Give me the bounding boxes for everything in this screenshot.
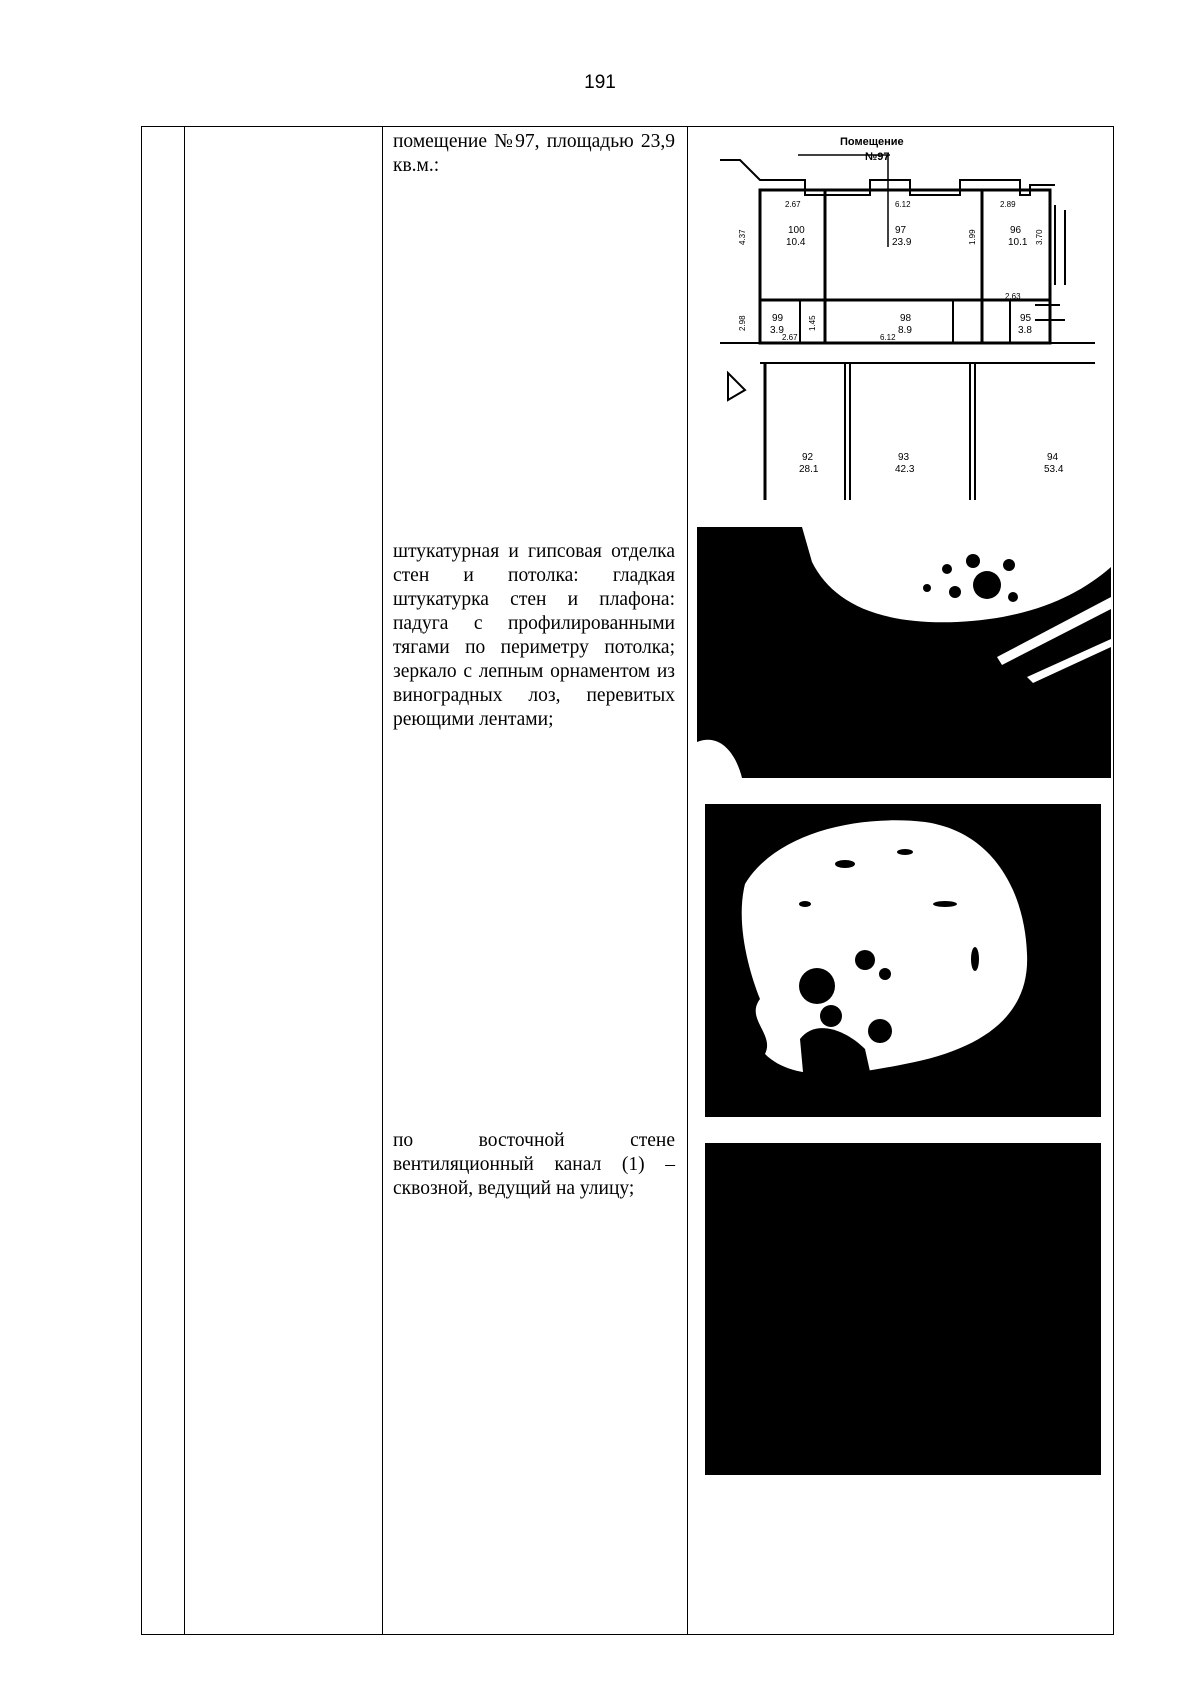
room-num-100: 100 [788,225,805,236]
ceiling-photo-1-image [697,527,1111,778]
ceiling-photo-2-image [705,804,1101,1117]
room-num-98: 98 [900,313,912,324]
dim-label: 6.12 [895,200,911,209]
dim-label: 2.89 [1000,200,1016,209]
dim-label: 2.67 [782,333,798,342]
room-area-100: 10.4 [786,237,806,248]
finish-description: штукатурная и гипсовая отделка стен и потолка: гладкая штукатурка стен и плафона: падуга с профилированными тягами по периметру потолка; зеркало с лепным орнаментом из виноградных лоз, перевитых реющими лентами; [393,541,675,730]
ceiling-photo-2 [705,804,1101,1117]
room-num-96: 96 [1010,225,1022,236]
page-number: 191 [584,72,616,93]
dim-label: 2.98 [738,315,747,331]
room-area-92: 28.1 [799,464,819,475]
dim-label: 2.67 [785,200,801,209]
room-area-95: 3.8 [1018,325,1032,336]
room-num-99: 99 [772,313,784,324]
dim-label: 4.37 [738,229,747,245]
room-num-94: 94 [1047,452,1059,463]
floor-plan [720,135,1095,500]
dim-label: 2.63 [1005,292,1021,301]
floor-plan-drawing [720,135,1095,500]
ventilation-description: по восточной стене вентиляционный канал (1) – сквозной, ведущий на улицу; [393,1130,675,1199]
column-divider-3 [687,127,688,1634]
dim-label: 1.45 [808,315,817,331]
plan-title-line2: №97 [865,151,890,163]
room-area-94: 53.4 [1044,464,1064,475]
dim-label: 6.12 [880,333,896,342]
room-description: помещение №97, площадью 23,9 кв.м.: [393,131,675,176]
ventilation-channel-photo [705,1143,1101,1475]
room-area-93: 42.3 [895,464,915,475]
room-num-95: 95 [1020,313,1032,324]
dim-label: 3.70 [1035,229,1044,245]
column-divider-1 [184,127,185,1634]
room-area-97: 23.9 [892,237,912,248]
dim-label: 1.99 [968,229,977,245]
ceiling-photo-1 [697,527,1111,778]
room-area-98: 8.9 [898,325,912,336]
plan-title-line1: Помещение [840,136,904,148]
room-num-97: 97 [895,225,907,236]
room-num-93: 93 [898,452,910,463]
column-divider-2 [382,127,383,1634]
room-area-99: 3.9 [770,325,784,336]
room-num-92: 92 [802,452,814,463]
room-area-96: 10.1 [1008,237,1028,248]
